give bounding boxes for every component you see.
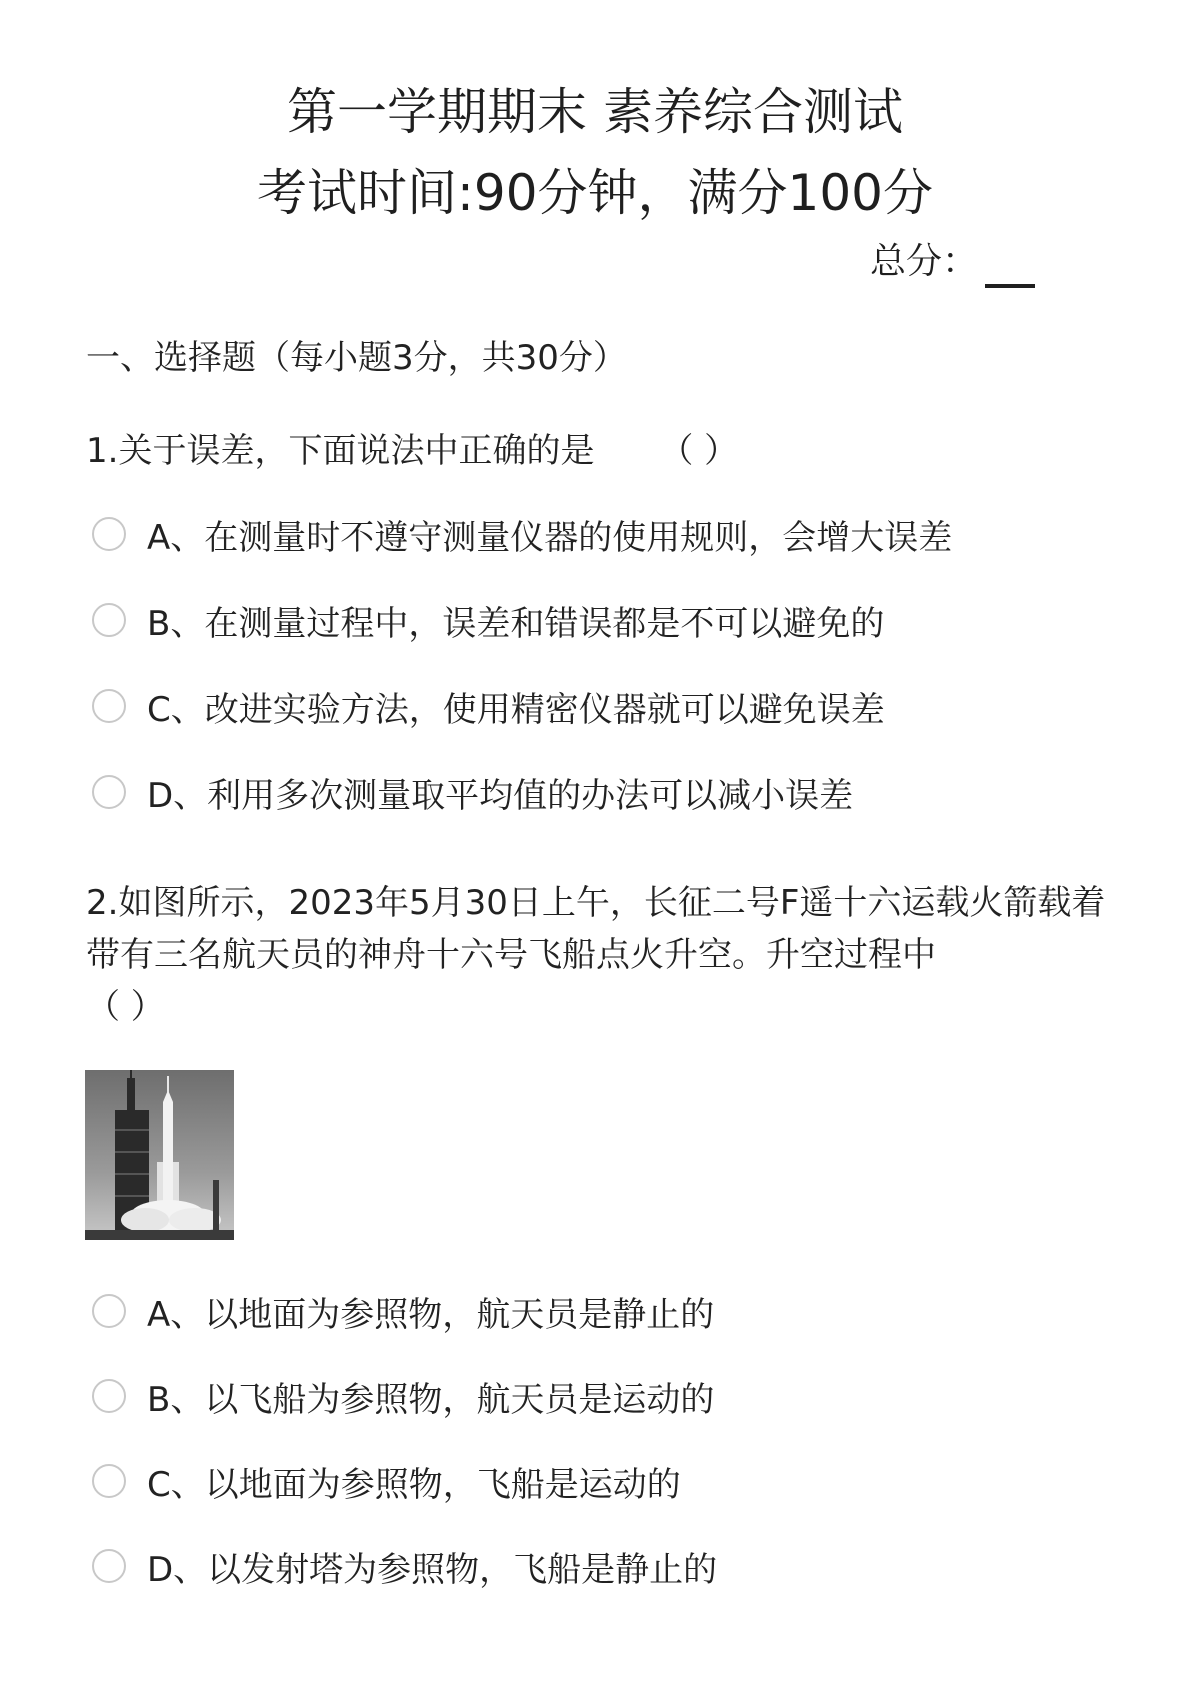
- radio-button[interactable]: [92, 775, 126, 809]
- question-1-text: 1.关于误差，下面说法中正确的是: [86, 431, 595, 471]
- question-1-option-d[interactable]: [92, 770, 853, 814]
- section-heading: 一、选择题（每小题3分，共30分）: [86, 338, 627, 378]
- question-1-blank: [594, 431, 659, 471]
- radio-button[interactable]: [92, 603, 126, 637]
- radio-button[interactable]: [92, 1549, 126, 1583]
- question-2-option-a[interactable]: [92, 1289, 714, 1333]
- rocket-launch-illustration: [85, 1070, 234, 1240]
- radio-button[interactable]: [92, 689, 126, 723]
- question-1-stem: [86, 425, 1116, 477]
- option-label: A、在测量时不遵守测量仪器的使用规则，会增大误差: [147, 517, 953, 558]
- option-label: C、以地面为参照物，飞船是运动的: [147, 1464, 681, 1505]
- question-2-text: 2.如图所示，2023年5月30日上午，长征二号F遥十六运载火箭载着带有三名航天员的神舟十六号飞船点火升空。升空过程中: [86, 883, 1106, 975]
- option-label: B、在测量过程中，误差和错误都是不可以避免的: [147, 603, 885, 644]
- option-label: D、以发射塔为参照物，飞船是静止的: [147, 1549, 718, 1590]
- exam-title: 第一学期期末 素养综合测试: [287, 83, 903, 141]
- question-2-option-b[interactable]: [92, 1374, 714, 1418]
- question-1-option-c[interactable]: [92, 684, 885, 728]
- rocket-launch-photo: [85, 1070, 234, 1240]
- total-score-blank: [985, 284, 1035, 288]
- option-label: D、利用多次测量取平均值的办法可以减小误差: [147, 775, 854, 816]
- question-2-answer-parens: （ ）: [86, 987, 165, 1027]
- question-2-option-d[interactable]: [92, 1544, 717, 1588]
- question-1-option-a[interactable]: [92, 512, 952, 556]
- exam-subtitle: 考试时间:90分钟，满分100分: [257, 164, 933, 222]
- option-label: B、以飞船为参照物，航天员是运动的: [147, 1379, 715, 1420]
- radio-button[interactable]: [92, 517, 126, 551]
- question-1-answer-parens: （ ）: [659, 431, 739, 471]
- question-2-stem: [86, 877, 1116, 1033]
- question-2-option-c[interactable]: [92, 1459, 681, 1503]
- question-1-option-b[interactable]: [92, 598, 884, 642]
- radio-button[interactable]: [92, 1294, 126, 1328]
- option-label: A、以地面为参照物，航天员是静止的: [147, 1294, 715, 1335]
- radio-button[interactable]: [92, 1379, 126, 1413]
- option-label: C、改进实验方法，使用精密仪器就可以避免误差: [147, 689, 885, 730]
- total-score-label: 总分：: [870, 241, 979, 282]
- radio-button[interactable]: [92, 1464, 126, 1498]
